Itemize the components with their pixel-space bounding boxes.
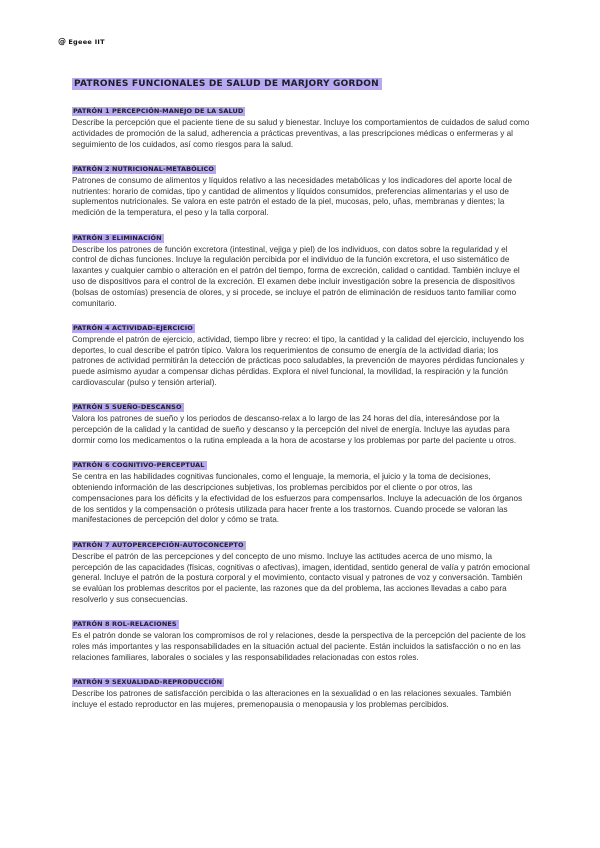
section-text: Describe la percepción que el paciente tiene de su salud y bienestar. Incluye los comportamientos de cuidados de salud como actividades de promoción de la salud, adherencia a prácticas preventivas, a las prescripciones médicas o enfermeras y al seguimiento de los cuidados, así como riesgos para la salud. <box>72 118 530 149</box>
page-header <box>58 37 105 46</box>
section-pattern-8 <box>72 613 532 663</box>
section-pattern-5 <box>72 396 532 446</box>
document-title: PATRONES FUNCIONALES DE SALUD DE MARJORY GORDON <box>72 78 382 90</box>
section-text: Describe los patrones de satisfacción percibida o las alteraciones en la sexualidad o en las relaciones sexuales. También incluye el estado reproductor en las mujeres, premenopausia o menopausia y los problemas percibidos. <box>72 689 512 709</box>
section-title: PATRÓN 6 COGNITIVO-PERCEPTUAL <box>73 461 205 470</box>
section-title: PATRÓN 7 AUTOPERCEPCIÓN-AUTOCONCEPTO <box>73 540 244 549</box>
document-body <box>72 100 532 718</box>
section-title: PATRÓN 1 PERCEPCIÓN-MANEJO DE LA SALUD <box>73 107 244 115</box>
section-title: PATRÓN 4 ACTIVIDAD-EJERCICIO <box>73 323 193 332</box>
section-pattern-9 <box>72 671 532 711</box>
section-pattern-2 <box>72 158 532 219</box>
document-title-wrap <box>72 73 382 91</box>
section-text: Describe el patrón de las percepciones y del concepto de uno mismo. Incluye las actitudes acerca de uno mismo, la percepción de las capacidades (físicas, cognitivas o afectivas), imagen, identidad, sentido general de valía y patrón emocional general. Incluye el patrón de la postura corporal y el movimiento, contacto visual y patrones de voz y conversación. También se evalúan los problemas descritos por el paciente, las razones que da del problema, las acciones llevadas a cabo para resolverlo y sus consecuencias. <box>72 551 530 604</box>
section-text: Es el patrón donde se valoran los compromisos de rol y relaciones, desde la perspectiva de la percepción del paciente de los roles más importantes y las responsabilidades en la situación actual del paciente. Están incluidos la satisfacción o no en las relaciones familiares, laborales o sociales y las responsabilidades relacionadas con estos roles. <box>72 631 526 662</box>
brand-name: Egeee IIT <box>68 37 105 46</box>
section-text: Comprende el patrón de ejercicio, actividad, tiempo libre y recreo: el tipo, la cantidad y la calidad del ejercicio, incluyendo los deportes, lo cual describe el patrón típico. Valora los requerimientos de consumo de energía de la actividad diaria; los patrones de actividad permitirán la detección de prácticas poco saludables, la prevención de mayores pérdidas funcionales y puede asimismo ayudar a compensar dichas pérdidas. Explora el nivel funcional, la movilidad, la respiración y la función cardiovascular (pulso y tensión arterial). <box>72 334 525 388</box>
section-title: PATRÓN 2 NUTRICIONAL-METABÓLICO <box>73 164 215 173</box>
section-title: PATRÓN 9 SEXUALIDAD-REPRODUCCIÓN <box>73 678 223 687</box>
section-text: Valora los patrones de sueño y los periodos de descanso-relax a lo largo de las 24 horas del día, interesándose por la percepción de la calidad y la cantidad de sueño y descanso y la percepción del nivel de energía. Incluye las ayudas para dormir como los medicamentos o la rutina empleada a la hora de acostarse y los problemas por parte del paciente u otros. <box>72 414 517 445</box>
brand-logo-icon: @ <box>58 37 67 46</box>
section-text: Se centra en las habilidades cognitivas funcionales, como el lenguaje, la memoria, el juicio y la toma de decisiones, obteniendo información de las descripciones subjetivas, los problemas percibidos por el cliente o por otros, las compensaciones para los déficits y la efectividad de los esfuerzos para compensarlos. Incluye la adecuación de los órganos de los sentidos y la compensación o prótesis utilizada para hacer frente a los trastornos. Cuando procede se valoran las manifestaciones de percepción del dolor y cómo se trata. <box>72 472 523 525</box>
section-text: Describe los patrones de función excretora (intestinal, vejiga y piel) de los individuos, con datos sobre la regularidad y el control de dichas funciones. Incluye la regulación percibida por el individuo de la función excretora, el uso sistemático de laxantes y cualquier cambio o alteración en el patrón del tiempo, forma de excreción, calidad o cantidad. También incluye el uso de dispositivos para el control de la excreción. El examen debe incluir investigación sobre la presencia de dispositivos (bolsas de ostomías) presencia de olores, y si procede, se incluye el patrón de eliminación de residuos tanto familiar como comunitario. <box>72 244 520 308</box>
section-title: PATRÓN 3 ELIMINACIÓN <box>73 233 162 242</box>
section-pattern-4 <box>72 317 532 389</box>
section-pattern-6 <box>72 454 532 526</box>
section-title: PATRÓN 5 SUEÑO-DESCANSO <box>73 403 182 412</box>
section-title: PATRÓN 8 ROL-RELACIONES <box>73 620 177 629</box>
section-pattern-7 <box>72 534 532 606</box>
section-text: Patrones de consumo de alimentos y líquidos relativo a las necesidades metabólicas y los indicadores del aporte local de nutrientes: horario de comidas, tipo y cantidad de alimentos y líquidos consumidos, preferencias alimentarias y el uso de suplementos nutricionales. Se valora en este patrón el estado de la piel, mucosas, pelo, uñas, membranas y dientes; la medición de la temperatura, el peso y la talla corporal. <box>72 175 513 218</box>
section-pattern-3 <box>72 227 532 310</box>
section-pattern-1 <box>72 100 532 150</box>
